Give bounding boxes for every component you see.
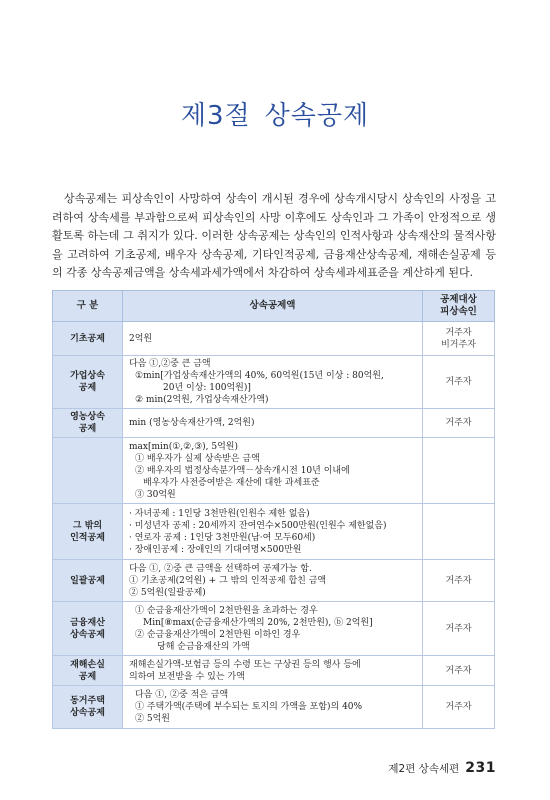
amount-line: · 자녀공제 : 1인당 3천만원(인원수 제한 없음): [129, 508, 310, 519]
category-line: 공제: [78, 671, 97, 682]
row-category: [53, 560, 123, 602]
category-line: 상속공제: [70, 629, 105, 640]
row-amount: [123, 686, 423, 729]
row-target: [423, 560, 495, 602]
row-category: [53, 322, 123, 356]
page-footer: [388, 760, 496, 776]
table-row: [53, 602, 495, 656]
table-row: [53, 656, 495, 686]
target-line: 거주자: [445, 327, 472, 338]
amount-line: ② min(2억원, 가업상속재산가액): [135, 395, 269, 405]
amount-line: max[min(①,②,③), 5억원): [129, 441, 238, 452]
target-line: 거주자: [445, 702, 472, 712]
deduction-table: [52, 290, 495, 729]
row-category: [53, 602, 123, 656]
row-amount: [123, 656, 423, 686]
row-target: [423, 356, 495, 409]
category-line: 인적공제: [70, 532, 105, 543]
table-row: [53, 686, 495, 729]
header-amount: 상속공제액: [123, 291, 423, 322]
category-line: 영농상속: [70, 412, 105, 422]
amount-line: 다음 ①, ②중 큰 금액을 선택하여 공제가능 함.: [129, 563, 312, 574]
category-line: 동거주택: [70, 696, 105, 706]
header-target-line: 피상속인: [440, 306, 477, 317]
footer-section: 제2편 상속세편: [388, 763, 460, 775]
amount-line: · 미성년자 공제 : 20세까지 잔여연수×500만원(인원수 제한없음): [129, 520, 387, 531]
row-category: [53, 356, 123, 409]
table-row: [53, 560, 495, 602]
table-row: [53, 322, 495, 356]
target-line: 거주자: [445, 665, 472, 676]
table-row: [53, 438, 495, 504]
amount-line: 의하여 보전받을 수 있는 가액: [129, 671, 245, 682]
amount-line: 다음 ①,②중 큰 금액: [129, 359, 211, 369]
section-name: 상속공제: [264, 101, 370, 131]
amount-line: 당해 순금융재산의 가액: [157, 641, 250, 652]
header-category: 구 분: [53, 291, 123, 322]
row-amount: [123, 504, 423, 560]
amount-line: ① 순금융재산가액이 2천만원을 초과하는 경우: [135, 605, 318, 616]
target-line: 거주자: [445, 623, 472, 634]
amount-line: 재해손실가액-보험금 등의 수령 또는 구상권 등의 행사 등에: [129, 659, 361, 670]
row-target: [423, 504, 495, 560]
intro-paragraph: 상속공제는 피상속인이 사망하여 상속이 개시된 경우에 상속개시당시 상속인의 사정을 고려하여 상속세를 부과함으로써 피상속인의 사망 이후에도 상속인과 그 가족이 안정적으로 생활토록 하는데 그 취지가 있다. 이러한 상속공제는 상속인의 인적사항과 상속재산의 물적사항을 고려하여 기초공제, 배우자 상속공제, 기타인적공제, 금융재산상속공제, 재해손실공제 등의 각종 상속공제금액을 상속세과세가액에서 차감하여 상속세과세표준을 계산하게 된다.: [52, 192, 496, 280]
target-line: 거주자: [445, 575, 472, 586]
row-category: [53, 409, 123, 438]
row-category: [53, 438, 123, 504]
amount-line: 다음 ①, ②중 적은 금액: [135, 690, 229, 700]
row-target: [423, 656, 495, 686]
row-amount: [123, 602, 423, 656]
target-line: 거주자: [445, 377, 472, 387]
amount-line: ② 5억원(일괄공제): [129, 587, 206, 598]
header-target-line: 공제대상: [440, 294, 477, 305]
category-line: 금융재산: [70, 617, 105, 628]
row-category: [53, 656, 123, 686]
row-amount: [123, 438, 423, 504]
amount-line: ③ 30억원: [135, 489, 176, 500]
target-line: 비거주자: [441, 339, 476, 350]
category-line: 공제: [78, 424, 97, 434]
category-line: 기초공제: [70, 333, 105, 344]
amount-line: ② 5억원: [135, 714, 170, 724]
amount-line: 20년 이상: 100억원)]: [163, 383, 251, 393]
amount-line: ① 주택가액(주택에 부수되는 토지의 가액을 포함)의 40%: [135, 702, 363, 712]
amount-line: · 연로자 공제 : 1인당 3천만원(남·여 모두60세): [129, 532, 316, 543]
page-number: 231: [465, 760, 496, 776]
amount-line: ① 기초공제(2억원) + 그 밖의 인적공제 합친 금액: [129, 575, 327, 586]
row-amount: [123, 560, 423, 602]
amount-line: ①min[가업상속재산가액의 40%, 60억원(15년 이상 : 80억원,: [135, 371, 384, 381]
row-category: [53, 686, 123, 729]
table-header-row: [53, 291, 495, 322]
section-number: 제3절: [180, 101, 251, 131]
table-row: [53, 409, 495, 438]
row-category: [53, 504, 123, 560]
table-row: [53, 356, 495, 409]
amount-line: ① 배우자가 실제 상속받은 금액: [135, 453, 260, 464]
table-row: [53, 504, 495, 560]
row-amount: [123, 409, 423, 438]
target-line: 거주자: [445, 418, 472, 428]
category-line: 일괄공제: [70, 575, 105, 586]
amount-line: Min[⑧max(순금융재산가액의 20%, 2천만원), ⓑ 2억원]: [143, 617, 373, 628]
header-target: [423, 291, 495, 322]
row-target: [423, 438, 495, 504]
row-amount: [123, 322, 423, 356]
row-target: [423, 409, 495, 438]
category-line: 상속공제: [70, 708, 105, 718]
category-line: 재해손실: [70, 659, 105, 670]
amount-line: ② 배우자의 법정상속분가액－상속개시전 10년 이내에: [135, 465, 350, 476]
section-title: [0, 95, 550, 132]
amount-line: min (영농상속재산가액, 2억원): [129, 418, 255, 428]
amount-line: 배우자가 사전증여받은 재산에 대한 과세표준: [143, 477, 320, 488]
row-target: [423, 602, 495, 656]
amount-line: ② 순금융재산가액이 2천만원 이하인 경우: [135, 629, 301, 640]
category-line: 공제: [78, 383, 97, 393]
category-line: 그 밖의: [72, 520, 103, 531]
amount-line: · 장애인공제 : 장애인의 기대여명×500만원: [129, 544, 302, 555]
row-target: [423, 322, 495, 356]
row-target: [423, 686, 495, 729]
amount-line: 2억원: [129, 333, 153, 344]
category-line: 가업상속: [70, 371, 105, 381]
row-amount: [123, 356, 423, 409]
